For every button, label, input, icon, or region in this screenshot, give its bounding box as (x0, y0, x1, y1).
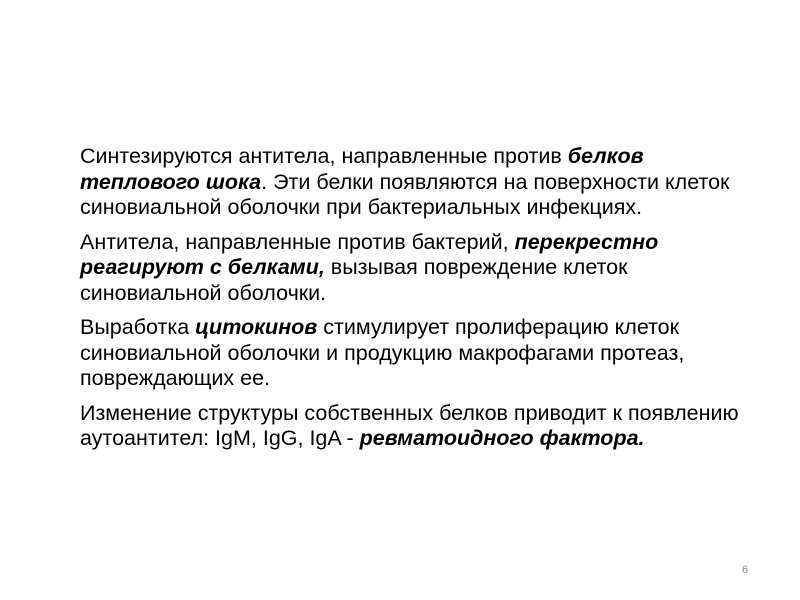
paragraph-heat-shock-proteins (80, 144, 760, 221)
emphasis-cytokines: цитокинов (195, 315, 318, 339)
text-segment: . Эти белки появляются на поверхности клеток синовиальной оболочки при бактериальных инфекциях. (80, 169, 730, 219)
text-segment: Антитела, направленные против бактерий, (80, 229, 515, 254)
text-segment: Выработка (80, 315, 196, 339)
page-number: 6 (742, 564, 749, 576)
text-segment: Синтезируются антитела, направленные против (80, 144, 568, 168)
text-segment: вызывая повреждение клеток синовиальной оболочки. (80, 255, 628, 305)
slide-body-text (80, 144, 760, 452)
paragraph-autoantibodies (80, 401, 760, 452)
emphasis-heat-shock-proteins: белков теплового шока (80, 144, 644, 194)
text-segment: стимулирует пролиферацию клеток синовиальной оболочки и продукцию макрофагами протеаз, повреждающих ее. (80, 315, 685, 390)
emphasis-rheumatoid-factor: ревматоидного фактора. (359, 426, 645, 450)
text-segment: Изменение структуры собственных белков приводит к появлению аутоантител: IgM, IgG, IgA - (80, 400, 739, 450)
paragraph-cytokines (80, 315, 760, 392)
paragraph-cross-reactivity (80, 230, 760, 307)
emphasis-cross-reactivity: перекрестно реагируют с белками, (80, 229, 659, 279)
